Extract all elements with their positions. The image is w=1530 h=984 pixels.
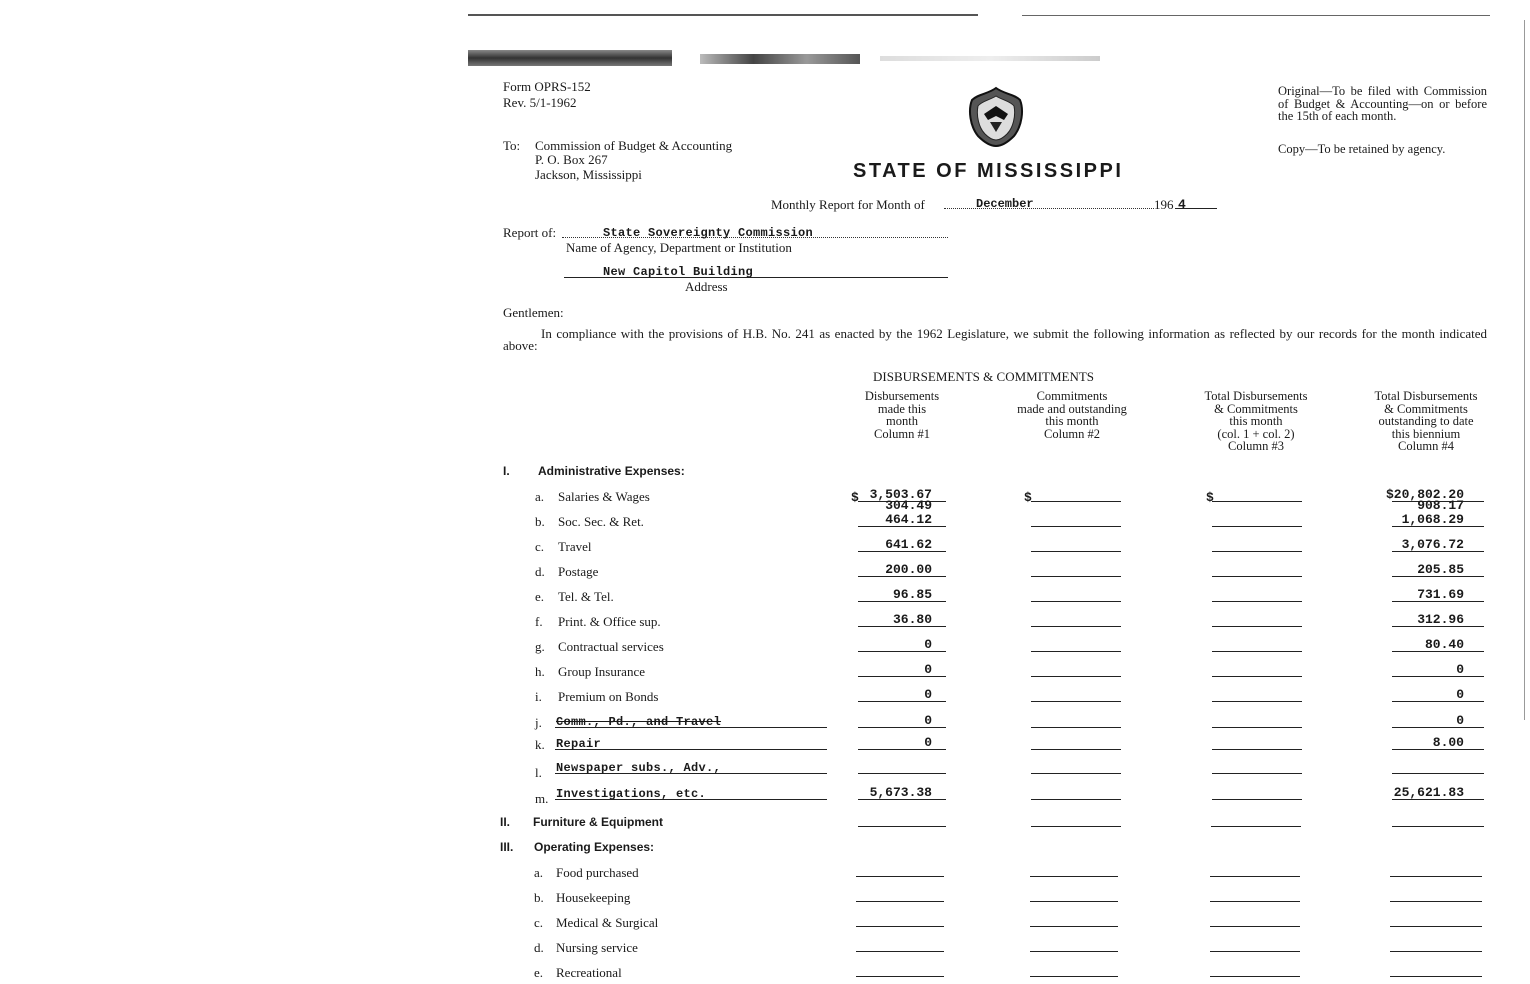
cell-line-col3 xyxy=(1212,773,1302,774)
row-letter: i. xyxy=(535,689,542,704)
col1-value: 0 xyxy=(924,662,932,677)
cell-line-col3 xyxy=(1212,701,1302,702)
row-label: Recreational xyxy=(556,965,622,980)
report-year-suffix: 4 xyxy=(1178,197,1186,212)
cell-line-col2 xyxy=(1030,926,1118,927)
cell-line-col3 xyxy=(1212,551,1302,552)
col4-value: 80.40 xyxy=(1424,637,1464,652)
table-title: DISBURSEMENTS & COMMITMENTS xyxy=(873,369,1095,384)
row-letter: g. xyxy=(535,639,545,654)
row-label: Postage xyxy=(558,564,599,579)
cell-line-col3 xyxy=(1210,951,1300,952)
section-2-numeral: II. xyxy=(500,815,511,829)
col4-value: 205.85 xyxy=(1417,562,1464,577)
report-month-value: December xyxy=(976,197,1034,211)
report-of-label: Report of: xyxy=(503,225,557,240)
cell-line-col1 xyxy=(856,951,944,952)
to-line3: Jackson, Mississippi xyxy=(535,167,642,182)
col4-value-secondary: 908.17 xyxy=(1417,498,1464,513)
col1-value: 5,673.38 xyxy=(869,785,932,800)
section-2-col4-line xyxy=(1392,826,1484,827)
col1-value: 0 xyxy=(924,687,932,702)
col1-value: 96.85 xyxy=(892,587,932,602)
row-letter: c. xyxy=(535,539,545,554)
cell-line-col3 xyxy=(1212,727,1302,728)
row-label: Comm., Pd., and Travel xyxy=(556,715,722,729)
col4-value: 312.96 xyxy=(1417,612,1464,627)
row-letter: f. xyxy=(535,614,543,629)
column-header-3: Total Disbursements & Commitments this month (col. 1 + col. 2) Column #3 xyxy=(1204,389,1308,453)
row-label: Housekeeping xyxy=(556,890,631,905)
cell-line-col3 xyxy=(1210,901,1300,902)
cell-line-col1 xyxy=(856,976,944,977)
cell-line-col2 xyxy=(1031,651,1121,652)
cell-line-col2 xyxy=(1031,501,1121,502)
row-label: Medical & Surgical xyxy=(556,915,659,930)
copy-notice: Copy—To be retained by agency. xyxy=(1278,142,1446,156)
report-month-label: Monthly Report for Month of xyxy=(771,197,925,212)
row-label: Nursing service xyxy=(556,940,638,955)
cell-line-col3 xyxy=(1210,876,1300,877)
row-letter: k. xyxy=(535,737,545,752)
cell-line-col4 xyxy=(1392,773,1484,774)
cell-line-col4 xyxy=(1390,901,1482,902)
col1-value: 464.12 xyxy=(885,512,932,527)
cell-line-col3 xyxy=(1212,676,1302,677)
col4-value: 731.69 xyxy=(1417,587,1464,602)
report-year-prefix: 196 xyxy=(1154,197,1174,212)
salutation: Gentlemen: xyxy=(503,305,564,320)
state-seal-icon xyxy=(966,86,1026,148)
row-label: Repair xyxy=(556,737,602,751)
col4-value: 3,076.72 xyxy=(1401,537,1464,552)
cell-line-col2 xyxy=(1031,676,1121,677)
section-2-label: Furniture & Equipment xyxy=(533,815,663,829)
row-letter: h. xyxy=(535,664,545,679)
cell-line-col3 xyxy=(1212,576,1302,577)
agency-address: New Capitol Building xyxy=(603,265,754,279)
cell-line-col2 xyxy=(1031,551,1121,552)
to-label: To: xyxy=(503,138,521,153)
col4-value: 8.00 xyxy=(1432,735,1464,750)
row-label: Travel xyxy=(558,539,592,554)
column-header-4: Total Disbursements & Commitments outstanding to date this biennium Column #4 xyxy=(1374,389,1478,453)
cell-line-col2 xyxy=(1031,773,1121,774)
cell-line-col2 xyxy=(1031,526,1121,527)
scan-smudge xyxy=(880,56,1100,61)
intro-paragraph: In compliance with the provisions of H.B. No. 241 as enacted by the 1962 Legislature, we submit the following information as reflected by our records for the month indicated above: xyxy=(503,326,1487,353)
scan-edge-line xyxy=(468,14,978,16)
cell-line-col2 xyxy=(1030,951,1118,952)
scan-edge-line xyxy=(1022,15,1490,16)
col1-value: 3,503.67 xyxy=(869,487,932,502)
cell-line-col2 xyxy=(1031,601,1121,602)
row-letter: b. xyxy=(535,514,545,529)
section-3-numeral: III. xyxy=(500,840,514,854)
cell-line-col3 xyxy=(1212,626,1302,627)
row-label: Premium on Bonds xyxy=(558,689,659,704)
cell-line-col1 xyxy=(858,773,946,774)
cell-line-col3 xyxy=(1212,501,1302,502)
agency-caption: Name of Agency, Department or Institution xyxy=(566,240,792,255)
row-label: Print. & Office sup. xyxy=(558,614,661,629)
right-margin-line xyxy=(1524,20,1525,720)
cell-line-col2 xyxy=(1031,576,1121,577)
row-letter: l. xyxy=(535,765,542,780)
cell-line-col4 xyxy=(1390,976,1482,977)
col1-value: 641.62 xyxy=(885,537,932,552)
cell-line-col4 xyxy=(1390,876,1482,877)
col4-value: $20,802.20 xyxy=(1385,487,1464,502)
row-label: Tel. & Tel. xyxy=(558,589,614,604)
col1-value: 200.00 xyxy=(885,562,932,577)
col4-value: 0 xyxy=(1456,687,1464,702)
cell-line-col4 xyxy=(1390,951,1482,952)
address-caption: Address xyxy=(685,279,728,294)
cell-line-col3 xyxy=(1212,749,1302,750)
agency-name: State Sovereignty Commission xyxy=(603,226,814,240)
dollar-sign-col1: $ xyxy=(851,490,859,505)
scan-smudge xyxy=(468,50,672,66)
cell-line-col3 xyxy=(1210,926,1300,927)
row-label: Food purchased xyxy=(556,865,639,880)
row-label: Newspaper subs., Adv., xyxy=(556,761,722,775)
dollar-sign-col2: $ xyxy=(1024,490,1032,505)
section-2-col3-line xyxy=(1211,826,1301,827)
col1-value: 0 xyxy=(924,735,932,750)
row-label: Investigations, etc. xyxy=(556,787,707,801)
col1-value: 0 xyxy=(924,713,932,728)
to-line1: Commission of Budget & Accounting xyxy=(535,138,733,153)
row-letter: m. xyxy=(535,791,549,806)
section-1-numeral: I. xyxy=(503,464,510,478)
dollar-sign-col3: $ xyxy=(1206,490,1214,505)
cell-line-col3 xyxy=(1210,976,1300,977)
section-3-label: Operating Expenses: xyxy=(534,840,655,854)
section-1-label: Administrative Expenses: xyxy=(538,464,685,478)
col4-value: 1,068.29 xyxy=(1401,512,1464,527)
row-letter: d. xyxy=(535,564,545,579)
original-notice: Original—To be filed with Commission of Budget & Accounting—on or before the 15th of each month. xyxy=(1278,84,1487,123)
year-underline xyxy=(1175,208,1217,209)
col1-value-secondary: 304.49 xyxy=(885,498,932,513)
section-2-col2-line xyxy=(1031,826,1121,827)
cell-line-col3 xyxy=(1212,526,1302,527)
column-header-1: Disbursements made this month Column #1 xyxy=(864,389,940,441)
row-letter: a. xyxy=(534,865,544,880)
cell-line-col1 xyxy=(856,926,944,927)
cell-line-col2 xyxy=(1030,876,1118,877)
form-revision: Rev. 5/1-1962 xyxy=(503,95,577,110)
column-header-2: Commitments made and outstanding this month Column #2 xyxy=(1017,389,1127,441)
cell-line-col2 xyxy=(1030,976,1118,977)
row-letter: d. xyxy=(534,940,544,955)
col4-value: 0 xyxy=(1456,713,1464,728)
cell-line-col4 xyxy=(1390,926,1482,927)
row-letter: j. xyxy=(535,715,542,730)
cell-line-col2 xyxy=(1030,901,1118,902)
row-label: Contractual services xyxy=(558,639,664,654)
row-letter: e. xyxy=(535,589,545,604)
form-number: Form OPRS-152 xyxy=(503,79,591,94)
cell-line-col3 xyxy=(1212,601,1302,602)
row-letter: e. xyxy=(534,965,544,980)
row-label: Soc. Sec. & Ret. xyxy=(558,514,644,529)
cell-line-col2 xyxy=(1031,749,1121,750)
cell-line-col2 xyxy=(1031,799,1121,800)
cell-line-col3 xyxy=(1212,799,1302,800)
row-letter: c. xyxy=(534,915,544,930)
cell-line-col1 xyxy=(856,901,944,902)
col1-value: 0 xyxy=(924,637,932,652)
row-label: Salaries & Wages xyxy=(558,489,650,504)
state-title: STATE OF MISSISSIPPI xyxy=(853,160,1124,182)
section-2-col1-line xyxy=(858,826,946,827)
scan-smudge xyxy=(700,54,860,64)
col4-value: 0 xyxy=(1456,662,1464,677)
col4-value: 25,621.83 xyxy=(1393,785,1464,800)
cell-line-col2 xyxy=(1031,701,1121,702)
cell-line-col3 xyxy=(1212,651,1302,652)
row-label: Group Insurance xyxy=(558,664,645,679)
row-letter: a. xyxy=(535,489,545,504)
row-letter: b. xyxy=(534,890,544,905)
cell-line-col2 xyxy=(1031,626,1121,627)
col1-value: 36.80 xyxy=(892,612,932,627)
cell-line-col1 xyxy=(856,876,944,877)
to-line2: P. O. Box 267 xyxy=(535,152,608,167)
cell-line-col2 xyxy=(1031,727,1121,728)
